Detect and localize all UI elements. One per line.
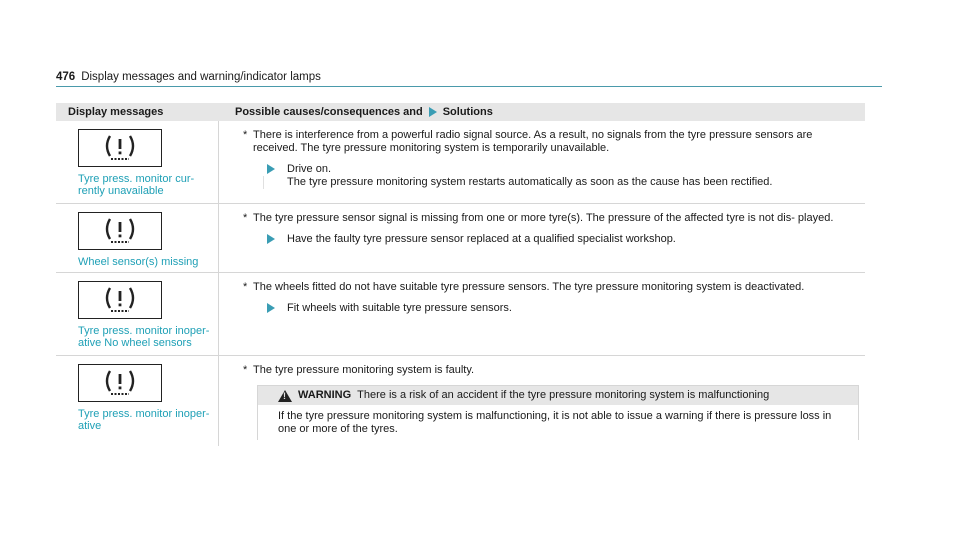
solution-note-text: The tyre pressure monitoring system restarts automatically as soon as the cause has been rectified.	[287, 176, 773, 188]
solution-text: Fit wheels with suitable tyre pressure sensors.	[287, 302, 512, 314]
tyre-pressure-warning-icon	[78, 129, 162, 167]
footnote-star: *	[243, 212, 248, 224]
cause-text	[243, 129, 859, 155]
message-label: Tyre press. monitor inoper- ative No wheel sensors	[78, 325, 210, 349]
col-solutions-label: Solutions	[442, 105, 493, 118]
messages-table	[56, 103, 865, 446]
cause-description: The tyre pressure sensor signal is missing from one or more tyre(s). The pressure of the affected tyre is not dis- played.	[253, 212, 834, 224]
arrow-right-icon	[267, 164, 275, 174]
message-label: Wheel sensor(s) missing	[78, 256, 199, 268]
warning-triangle-icon	[278, 390, 292, 402]
tyre-pressure-warning-icon	[78, 364, 162, 402]
cause-text	[243, 364, 859, 377]
cause-description: The wheels fitted do not have suitable tyre pressure sensors. The tyre pressure monitoring system is deactivated.	[253, 281, 805, 293]
table-row	[56, 204, 865, 273]
tyre-pressure-warning-icon	[78, 212, 162, 250]
solution-note	[263, 176, 859, 189]
table-row	[56, 273, 865, 356]
page-number: 476	[56, 71, 76, 83]
solution-text: Drive on.	[287, 163, 332, 175]
message-label: Tyre press. monitor inoper- ative	[78, 408, 210, 432]
warning-header	[258, 386, 858, 405]
col-display-messages: Display messages	[68, 105, 164, 118]
col-causes-label: Possible causes/consequences and	[235, 105, 423, 118]
page-title: Display messages and warning/indicator lamps	[81, 71, 321, 83]
message-label: Tyre press. monitor cur- rently unavailable	[78, 173, 195, 197]
cause-description: The tyre pressure monitoring system is faulty.	[253, 364, 475, 376]
warning-box	[257, 385, 859, 440]
footnote-star: *	[243, 364, 248, 376]
solution-step	[265, 233, 859, 246]
footnote-star: *	[243, 129, 248, 141]
arrow-right-icon	[267, 303, 275, 313]
warning-body: If the tyre pressure monitoring system is malfunctioning, it is not able to issue a warning if there is pressure loss in one or more of the tyres.	[278, 410, 832, 435]
table-row	[56, 121, 865, 204]
footnote-star: *	[243, 281, 248, 293]
warning-title: WARNING	[298, 389, 352, 401]
cause-description: There is interference from a powerful radio signal source. As a result, no signals from the tyre pressure sensors are received. The tyre pressure monitoring system is temporarily unavailable.	[253, 129, 813, 154]
tyre-pressure-warning-icon	[78, 281, 162, 319]
solution-step	[265, 163, 859, 176]
table-header	[56, 103, 865, 121]
solution-text: Have the faulty tyre pressure sensor replaced at a qualified specialist workshop.	[287, 233, 676, 245]
cause-text	[243, 212, 859, 225]
col-causes-solutions	[219, 106, 865, 119]
page-header	[56, 70, 882, 87]
cause-text	[243, 281, 859, 294]
warning-headline: There is a risk of an accident if the tyre pressure monitoring system is malfunctioning	[357, 389, 770, 401]
arrow-right-icon	[429, 107, 437, 117]
solution-step	[265, 302, 859, 315]
arrow-right-icon	[267, 234, 275, 244]
table-row	[56, 356, 865, 446]
